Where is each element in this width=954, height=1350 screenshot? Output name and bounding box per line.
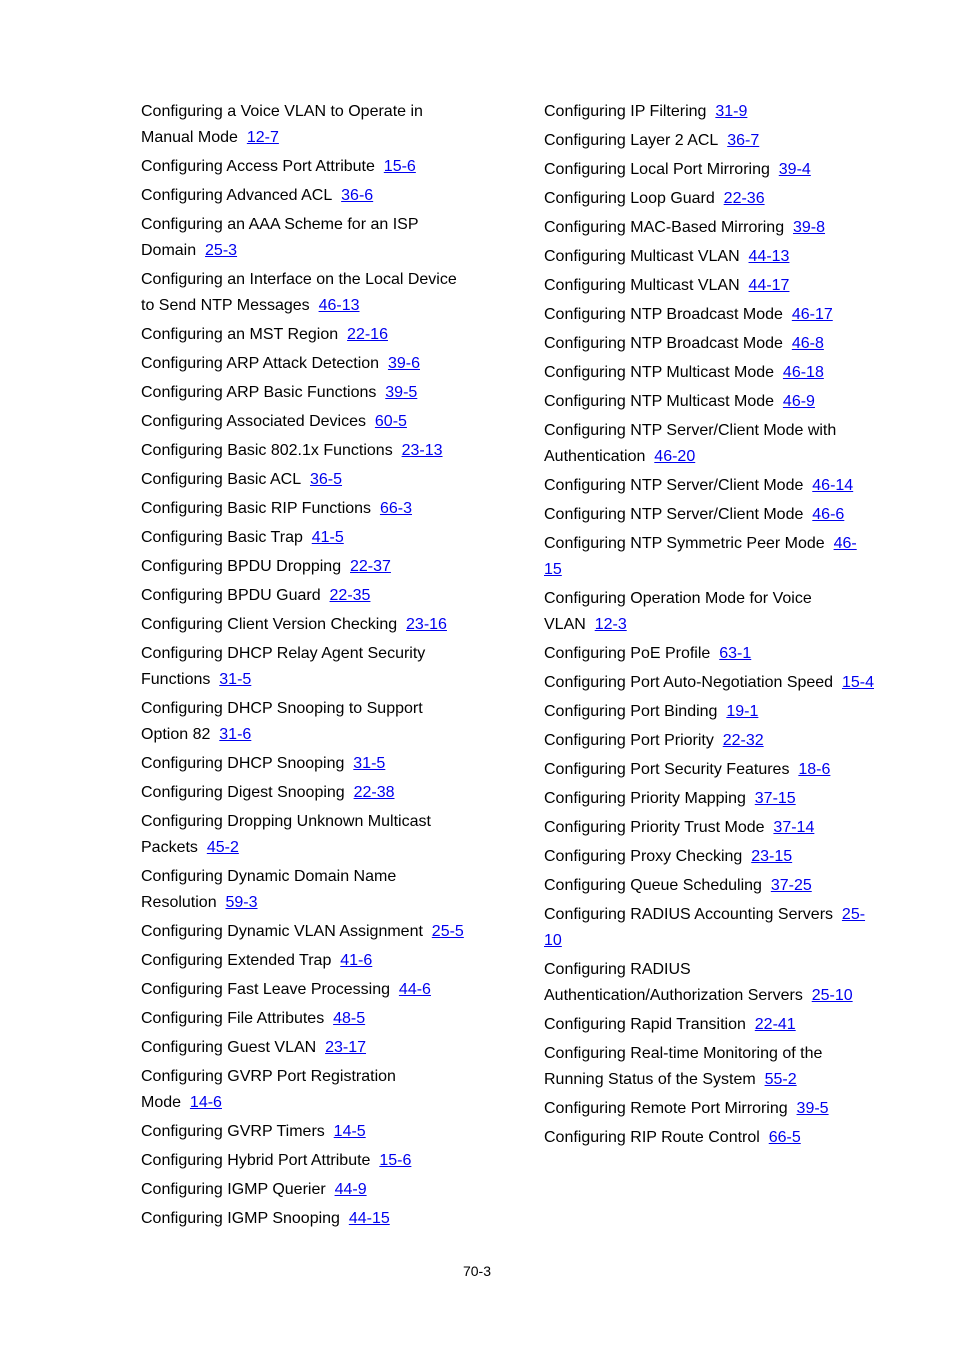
page-link[interactable]: 22-32 <box>722 732 764 749</box>
index-entry-text: Configuring RADIUS Authentication/Authorization Servers <box>544 961 803 1004</box>
page-link[interactable]: 44-6 <box>398 981 431 998</box>
page-link[interactable]: 46-14 <box>812 477 854 494</box>
index-entry-text: Configuring IGMP Snooping <box>141 1210 340 1227</box>
index-entry-text: Configuring Priority Trust Mode <box>544 819 765 836</box>
index-entry-text: Configuring DHCP Snooping to Support Option 82 <box>141 700 423 743</box>
index-entry-text: Configuring IGMP Querier <box>141 1181 326 1198</box>
index-entry-text: Configuring Dynamic VLAN Assignment <box>141 923 423 940</box>
page-link[interactable]: 66-5 <box>768 1129 801 1146</box>
index-entry-text: Configuring NTP Symmetric Peer Mode <box>544 535 825 552</box>
index-entry-text: Configuring PoE Profile <box>544 645 711 662</box>
index-entry <box>141 267 471 319</box>
index-entry-text: Configuring an AAA Scheme for an ISP Domain <box>141 216 419 259</box>
index-entry <box>141 977 471 1003</box>
page-link[interactable]: 66-3 <box>379 500 412 517</box>
index-entry <box>141 467 471 493</box>
index-entry-text: Configuring BPDU Dropping <box>141 558 342 575</box>
page-link[interactable]: 60-5 <box>374 413 407 430</box>
index-entry-text: Configuring NTP Broadcast Mode <box>544 335 783 352</box>
page-link[interactable]: 37-14 <box>773 819 815 836</box>
page-link[interactable]: 39-6 <box>387 355 420 372</box>
index-entry <box>544 699 874 725</box>
index-entry-text: Configuring RIP Route Control <box>544 1129 760 1146</box>
index-entry-text: Configuring Queue Scheduling <box>544 877 762 894</box>
index-entry <box>141 99 471 151</box>
index-entry-text: Configuring Real-time Monitoring of the Running Status of the System <box>544 1045 823 1088</box>
page-link[interactable]: 22-16 <box>347 326 388 343</box>
index-entry <box>544 757 874 783</box>
page-link[interactable]: 63-1 <box>719 645 752 662</box>
page-link[interactable]: 25-10 <box>811 987 853 1004</box>
index-entry <box>141 1064 471 1116</box>
index-entry-text: Configuring Port Auto-Negotiation Speed <box>544 674 834 691</box>
index-entry <box>141 496 471 522</box>
index-entry-text: Configuring Associated Devices <box>141 413 367 430</box>
page-link[interactable]: 36-5 <box>309 471 343 488</box>
page-link[interactable]: 23-16 <box>406 616 447 633</box>
page-link[interactable]: 23-15 <box>751 848 793 865</box>
index-entry <box>544 786 874 812</box>
index-entry <box>141 409 471 435</box>
index-entry-text: Configuring Basic 802.1x Functions <box>141 442 393 459</box>
index-entry <box>544 531 874 583</box>
index-entry <box>141 438 471 464</box>
page-link[interactable]: 25-5 <box>431 923 464 940</box>
page-link[interactable]: 39-4 <box>778 161 811 178</box>
index-entry <box>544 873 874 899</box>
page-link[interactable]: 31-5 <box>219 671 252 688</box>
index-entry <box>141 1206 471 1232</box>
index-entry <box>544 728 874 754</box>
index-entry-text: Configuring IP Filtering <box>544 103 707 120</box>
index-column-right <box>544 99 874 1154</box>
index-entry <box>544 157 874 183</box>
page-link[interactable]: 22-35 <box>329 587 371 604</box>
page-link[interactable]: 22-38 <box>353 784 395 801</box>
index-entry <box>544 844 874 870</box>
page-link[interactable]: 55-2 <box>764 1071 797 1088</box>
index-entry <box>544 1012 874 1038</box>
index-entry <box>544 331 874 357</box>
index-entry-text: Configuring GVRP Port Registration Mode <box>141 1068 396 1111</box>
page-link[interactable]: 46-18 <box>782 364 824 381</box>
index-entry-text: Configuring BPDU Guard <box>141 587 321 604</box>
index-entry <box>141 948 471 974</box>
index-entry <box>544 302 874 328</box>
index-entry <box>141 183 471 209</box>
index-entry-text: Configuring Multicast VLAN <box>544 277 740 294</box>
index-entry-text: Configuring ARP Basic Functions <box>141 384 377 401</box>
index-entry <box>141 751 471 777</box>
page-link[interactable]: 41-5 <box>311 529 344 546</box>
index-entry <box>544 586 874 638</box>
index-entry <box>141 696 471 748</box>
page-link[interactable]: 46-6 <box>812 506 845 523</box>
index-entry <box>141 1148 471 1174</box>
page-link[interactable]: 12-7 <box>246 129 279 146</box>
page-link[interactable]: 19-1 <box>726 703 759 720</box>
index-entry <box>544 1041 874 1093</box>
index-entry <box>544 215 874 241</box>
index-entry-text: Configuring Hybrid Port Attribute <box>141 1152 371 1169</box>
index-entry <box>141 1177 471 1203</box>
index-entry <box>544 502 874 528</box>
page-link[interactable]: 14-5 <box>333 1123 366 1140</box>
index-column-left <box>141 99 471 1235</box>
index-entry-text: Configuring DHCP Snooping <box>141 755 345 772</box>
index-entry <box>544 418 874 470</box>
index-entry-text: Configuring a Voice VLAN to Operate in Manual Mode <box>141 103 423 146</box>
index-entry <box>544 473 874 499</box>
page-link[interactable]: 48-5 <box>333 1010 366 1027</box>
index-entry <box>141 322 471 348</box>
page-link[interactable]: 23-13 <box>401 442 443 459</box>
page-link[interactable]: 44-17 <box>748 277 790 294</box>
index-entry <box>141 583 471 609</box>
index-entry <box>141 380 471 406</box>
index-entry <box>141 212 471 264</box>
index-entry-text: Configuring NTP Server/Client Mode <box>544 477 804 494</box>
index-entry-text: Configuring Local Port Mirroring <box>544 161 770 178</box>
index-entry-text: Configuring NTP Broadcast Mode <box>544 306 783 323</box>
page-link[interactable]: 31-6 <box>219 726 252 743</box>
index-entry-text: Configuring Port Priority <box>544 732 714 749</box>
index-entry-text: Configuring ARP Attack Detection <box>141 355 380 372</box>
page-link[interactable]: 59-3 <box>225 894 258 911</box>
index-entry-text: Configuring Port Binding <box>544 703 718 720</box>
index-entry-text: Configuring an MST Region <box>141 326 339 343</box>
page-link[interactable]: 46-20 <box>654 448 696 465</box>
index-entry <box>544 1096 874 1122</box>
index-entry-text: Configuring Proxy Checking <box>544 848 743 865</box>
page-link[interactable]: 46-8 <box>791 335 824 352</box>
index-entry-text: Configuring Priority Mapping <box>544 790 746 807</box>
index-entry <box>141 525 471 551</box>
index-entry <box>141 780 471 806</box>
page-link[interactable]: 46-9 <box>782 393 815 410</box>
page-link[interactable]: 46-15 <box>544 535 857 578</box>
index-entry <box>141 641 471 693</box>
page-link[interactable]: 39-5 <box>796 1100 829 1117</box>
index-entry <box>544 273 874 299</box>
index-entry-text: Configuring NTP Multicast Mode <box>544 393 775 410</box>
page-link[interactable]: 39-8 <box>792 219 826 236</box>
index-entry-text: Configuring Multicast VLAN <box>544 248 740 265</box>
index-entry-text: Configuring Rapid Transition <box>544 1016 746 1033</box>
index-entry-text: Configuring Remote Port Mirroring <box>544 1100 788 1117</box>
index-entry <box>544 670 874 696</box>
index-entry <box>141 154 471 180</box>
page-link[interactable]: 15-6 <box>379 1152 412 1169</box>
index-entry-text: Configuring Dynamic Domain Name Resolution <box>141 868 397 911</box>
index-entry-text: Configuring Extended Trap <box>141 952 332 969</box>
page-link[interactable]: 31-5 <box>353 755 386 772</box>
index-entry <box>141 612 471 638</box>
index-entry <box>141 919 471 945</box>
index-entry-text: Configuring File Attributes <box>141 1010 325 1027</box>
index-entry <box>544 186 874 212</box>
index-entry-text: Configuring GVRP Timers <box>141 1123 325 1140</box>
index-entry-text: Configuring Advanced ACL <box>141 187 333 204</box>
index-entry <box>544 815 874 841</box>
index-entry <box>544 902 874 954</box>
page-link[interactable]: 39-5 <box>385 384 418 401</box>
page-link[interactable]: 25-10 <box>544 906 866 949</box>
index-entry <box>141 864 471 916</box>
index-entry-text: Configuring MAC-Based Mirroring <box>544 219 785 236</box>
page-link[interactable]: 22-36 <box>723 190 765 207</box>
page-link[interactable]: 36-7 <box>727 132 760 149</box>
page-link[interactable]: 18-6 <box>798 761 831 778</box>
index-entry-text: Configuring DHCP Relay Agent Security Functions <box>141 645 426 688</box>
index-entry <box>544 389 874 415</box>
page-link[interactable]: 15-4 <box>841 674 874 691</box>
page-link[interactable]: 23-17 <box>325 1039 367 1056</box>
page-link[interactable]: 37-25 <box>770 877 812 894</box>
index-entry-text: Configuring Client Version Checking <box>141 616 398 633</box>
index-entry-text: Configuring Port Security Features <box>544 761 790 778</box>
index-entry-text: Configuring Access Port Attribute <box>141 158 375 175</box>
page-link[interactable]: 44-13 <box>748 248 790 265</box>
index-entry-text: Configuring Fast Leave Processing <box>141 981 391 998</box>
index-entry-text: Configuring Digest Snooping <box>141 784 345 801</box>
index-entry <box>141 809 471 861</box>
index-entry-text: Configuring an Interface on the Local Device to Send NTP Messages <box>141 271 457 314</box>
index-entry-text: Configuring NTP Multicast Mode <box>544 364 775 381</box>
index-entry <box>141 351 471 377</box>
page-link[interactable]: 36-6 <box>341 187 374 204</box>
page-link[interactable]: 22-41 <box>754 1016 796 1033</box>
page-link[interactable]: 46-17 <box>791 306 833 323</box>
index-entry <box>544 641 874 667</box>
index-entry-text: Configuring Loop Guard <box>544 190 715 207</box>
page-link[interactable]: 12-3 <box>594 616 627 633</box>
index-entry-text: Configuring Guest VLAN <box>141 1039 317 1056</box>
index-entry <box>544 99 874 125</box>
page-link[interactable]: 44-15 <box>348 1210 390 1227</box>
page-link[interactable]: 14-6 <box>189 1094 222 1111</box>
index-entry-text: Configuring Operation Mode for Voice VLAN <box>544 590 812 633</box>
index-entry-text: Configuring Dropping Unknown Multicast Packets <box>141 813 431 856</box>
index-entry <box>544 244 874 270</box>
index-entry-text: Configuring Basic RIP Functions <box>141 500 372 517</box>
index-entry <box>141 1119 471 1145</box>
page-number: 70-3 <box>462 1263 492 1279</box>
index-entry <box>544 128 874 154</box>
index-entry-text: Configuring NTP Server/Client Mode <box>544 506 804 523</box>
page-link[interactable]: 31-9 <box>715 103 748 120</box>
page-link[interactable]: 41-6 <box>340 952 373 969</box>
index-entry-text: Configuring Basic ACL <box>141 471 302 488</box>
index-entry <box>544 1125 874 1151</box>
index-entry-text: Configuring Basic Trap <box>141 529 303 546</box>
page-link[interactable]: 46-13 <box>318 297 360 314</box>
index-entry-text: Configuring Layer 2 ACL <box>544 132 719 149</box>
page-link[interactable]: 25-3 <box>205 242 238 259</box>
index-entry <box>141 1035 471 1061</box>
index-entry-text: Configuring RADIUS Accounting Servers <box>544 906 834 923</box>
index-entry <box>544 360 874 386</box>
index-entry-text: Configuring NTP Server/Client Mode with Authentication <box>544 422 837 465</box>
page-link[interactable]: 45-2 <box>206 839 239 856</box>
index-entry <box>141 554 471 580</box>
page-link[interactable]: 22-37 <box>350 558 391 575</box>
page-link[interactable]: 15-6 <box>383 158 416 175</box>
index-entry <box>141 1006 471 1032</box>
page-link[interactable]: 37-15 <box>754 790 796 807</box>
index-entry <box>544 957 874 1009</box>
page-link[interactable]: 44-9 <box>334 1181 367 1198</box>
